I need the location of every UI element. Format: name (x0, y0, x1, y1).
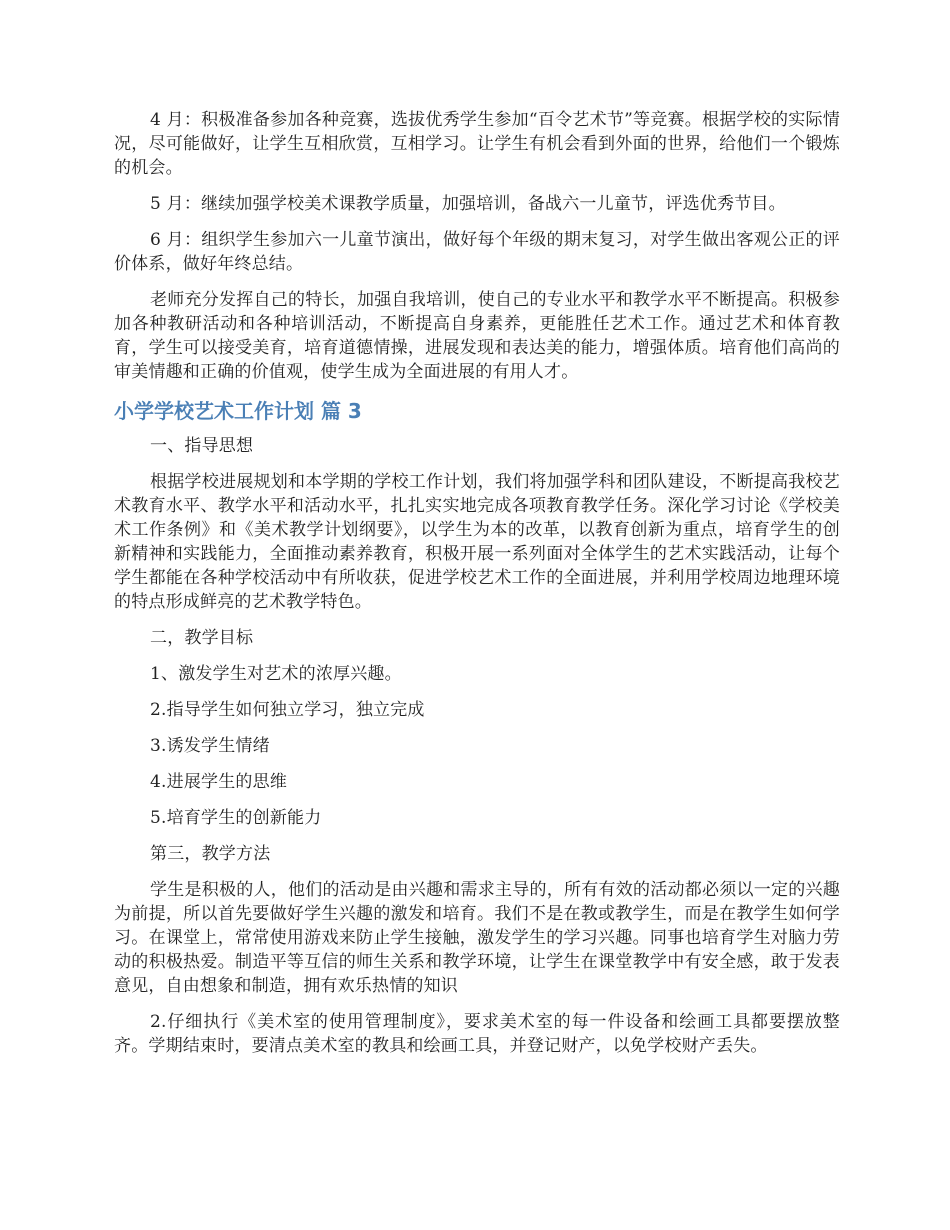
paragraph-may: 5 月：继续加强学校美术课教学质量，加强培训，备战六一儿童节，评选优秀节目。 (150, 194, 786, 214)
subheading-teaching-goals: 二，教学目标 (150, 628, 254, 648)
section-title: 小学学校艺术工作计划 篇 3 (114, 399, 362, 423)
goal-item-5: 5.培育学生的创新能力 (150, 808, 322, 828)
paragraph-teaching-methods: 学生是积极的人，他们的活动是由兴趣和需求主导的，所有有效的活动都必须以一定的兴趣为前提，所以首先要做好学生兴趣的激发和培育。我们不是在教或教学生，而是在教学生如何学习。在课堂上，常常使用游戏来防止学生接触，激发学生的学习兴趣。同事也培育学生对脑力劳动的积极热爱。制造平等互信的师生关系和教学环境，让学生在课堂教学中有安全感，敢于发表意见，自由想象和制造，拥有欢乐热情的知识 (114, 880, 840, 996)
goal-item-4: 4.进展学生的思维 (150, 772, 288, 792)
document-body (114, 108, 840, 1070)
paragraph-june: 6 月：组织学生参加六一儿童节演出，做好每个年级的期末复习，对学生做出客观公正的评价体系，做好年终总结。 (114, 230, 840, 274)
goal-item-1: 1、激发学生对艺术的浓厚兴趣。 (150, 664, 402, 684)
paragraph-teacher-development: 老师充分发挥自己的特长，加强自我培训，使自己的专业水平和教学水平不断提高。积极参加各种教研活动和各种培训活动，不断提高自身素养，更能胜任艺术工作。通过艺术和体育教育，学生可以接受美育，培育道德情操，进展发现和表达美的能力，增强体质。培育他们高尚的审美情趣和正确的价值观，使学生成为全面进展的有用人才。 (114, 290, 840, 382)
goal-item-3: 3.诱发学生情绪 (150, 736, 270, 756)
paragraph-april: 4 月：积极准备参加各种竞赛，选拔优秀学生参加“百令艺术节”等竞赛。根据学校的实际情况，尽可能做好，让学生互相欣赏，互相学习。让学生有机会看到外面的世界，给他们一个锻炼的机会。 (114, 110, 840, 178)
goal-item-2: 2.指导学生如何独立学习，独立完成 (150, 700, 425, 720)
paragraph-guiding-thought: 根据学校进展规划和本学期的学校工作计划，我们将加强学科和团队建设，不断提高我校艺术教育水平、教学水平和活动水平，扎扎实实地完成各项教育教学任务。深化学习讨论《学校美术工作条例》和《美术教学计划纲要》，以学生为本的改革，以教育创新为重点，培育学生的创新精神和实践能力，全面推动素养教育，积极开展一系列面对全体学生的艺术实践活动，让每个学生都能在各种学校活动中有所收获，促进学校艺术工作的全面进展，并利用学校周边地理环境的特点形成鲜亮的艺术教学特色。 (114, 472, 840, 612)
paragraph-art-room-management: 2.仔细执行《美术室的使用管理制度》，要求美术室的每一件设备和绘画工具都要摆放整齐。学期结束时，要清点美术室的教具和绘画工具，并登记财产，以免学校财产丢失。 (114, 1012, 840, 1056)
subheading-teaching-methods: 第三，教学方法 (150, 844, 271, 864)
subheading-guiding-thought: 一、指导思想 (150, 436, 254, 456)
